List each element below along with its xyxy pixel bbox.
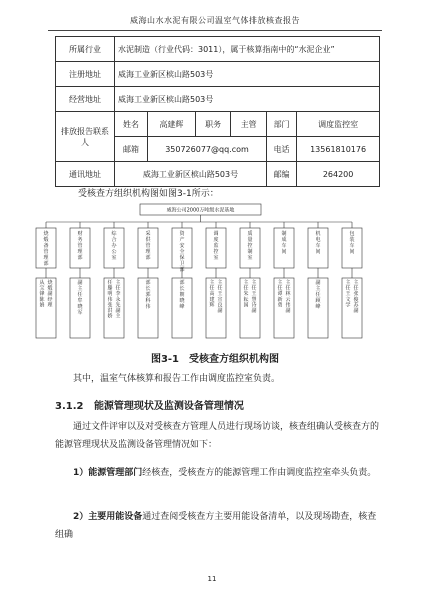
mail-addr-label: 通讯地址 xyxy=(56,162,115,187)
phone-value: 13561810176 xyxy=(297,137,380,162)
mail-addr-value: 威海工业新区槟山路503号 xyxy=(115,162,267,187)
industry-value: 水泥制造（行业代码：3011），属于核算指南中的“水泥企业” xyxy=(115,37,380,62)
org-person-label: 任滕明伟张洪娇 xyxy=(107,280,113,320)
company-info-table xyxy=(55,36,380,187)
org-person-label: 主任谭新勇 xyxy=(277,280,283,309)
item1-heading: 1）能源管理部门 xyxy=(73,468,143,478)
org-top-label: 威海公司2000万吨级水泥基地 xyxy=(166,207,235,214)
org-dept-label: 包装车间 xyxy=(349,231,355,255)
org-person-label: 副主任牟晓军 xyxy=(77,280,83,316)
org-dept-label: 调度监控室 xyxy=(213,231,219,261)
industry-label: 所属行业 xyxy=(56,37,115,62)
org-dept-label: 财务管理部 xyxy=(77,231,83,261)
org-person-label: 部长郭科伟 xyxy=(145,280,151,310)
chart-caption: 受核查方组织机构图如图3-1所示： xyxy=(78,189,219,199)
org-person-label: 副主任顾峰 xyxy=(315,280,321,310)
email-value: 350726077@qq.com xyxy=(148,137,267,162)
paragraph-item1 xyxy=(55,464,385,482)
paragraph-responsibility: 其中，温室气体核算和报告工作由调度监控室负责。 xyxy=(73,374,281,384)
position-value: 主管 xyxy=(231,112,267,137)
name-value: 高建辉 xyxy=(148,112,196,137)
org-person-label: 主任王文学 xyxy=(345,280,351,309)
page-number: 11 xyxy=(207,575,217,583)
op-addr-value: 威海工业新区槟山路503号 xyxy=(115,87,380,112)
org-person-label: 部长朝晓峰 xyxy=(179,280,185,310)
phone-label: 电话 xyxy=(266,137,296,162)
org-person-label: 主任朱耘国 xyxy=(243,280,249,309)
org-dept-label: 采供管理部 xyxy=(145,231,151,261)
org-dept-label: 资产安全保卫部 xyxy=(179,231,185,273)
org-dept-label: 制成车间 xyxy=(281,231,287,255)
name-label: 姓名 xyxy=(115,112,148,137)
dept-label: 部门 xyxy=(266,112,296,137)
section-heading xyxy=(55,397,244,412)
org-person-label: 主任李永先副主 xyxy=(115,280,121,320)
reg-addr-label: 注册地址 xyxy=(56,62,115,87)
position-label: 职务 xyxy=(195,112,231,137)
page-header: 威海山水水泥有限公司温室气体排放核查报告 xyxy=(130,16,300,25)
paragraph-item2 xyxy=(55,508,385,544)
dept-value: 调度监控室 xyxy=(297,112,380,137)
org-dept-label: 机电车间 xyxy=(315,231,321,255)
org-person-label: 主任王慧诗副 xyxy=(251,280,257,314)
paragraph-review: 通过文件评审以及对受核查方管理人员进行现场访谈，核查组确认受核查方的能源管理现状及监测设备管理情况如下： xyxy=(55,422,380,450)
zip-label: 邮编 xyxy=(266,162,296,187)
reg-addr-value: 威海工业新区槟山路503号 xyxy=(115,62,380,87)
org-dept-label: 烧煅备管理部 xyxy=(43,231,49,267)
contact-label: 排放报告联系人 xyxy=(56,112,115,162)
org-person-label: 主任高建辉 xyxy=(209,280,215,309)
org-person-label: 主任张俊苏副 xyxy=(353,280,359,314)
org-person-label: 主任王宣良副 xyxy=(217,280,223,314)
header-rule xyxy=(48,30,382,31)
org-dept-label: 综合办公室 xyxy=(111,231,117,261)
item2-text: 通过查阅受核查方主要用能设备清单，以及现场勘查，核查组确 xyxy=(55,512,377,540)
zip-value: 264200 xyxy=(297,162,380,187)
org-person-label: 从宝锋陈娟 xyxy=(39,280,45,309)
op-addr-label: 经营地址 xyxy=(56,87,115,112)
section-title: 能源管理现状及监测设备管理情况 xyxy=(93,401,244,412)
item1-text: 经核查，受核查方的能源管理工作由调度监控室牵头负责。 xyxy=(142,468,377,478)
org-dept-label: 质量控制室 xyxy=(247,231,253,261)
figure-title: 图3-1 受核查方组织机构图 xyxy=(150,354,280,365)
section-number: 3.1.2 xyxy=(55,401,84,412)
org-person-label: 烧煅副经理 xyxy=(47,280,53,309)
email-label: 邮箱 xyxy=(115,137,148,162)
org-chart xyxy=(28,202,373,342)
item2-heading: 2）主要用能设备 xyxy=(73,512,143,522)
org-person-label: 主任林云伟副 xyxy=(285,280,291,314)
